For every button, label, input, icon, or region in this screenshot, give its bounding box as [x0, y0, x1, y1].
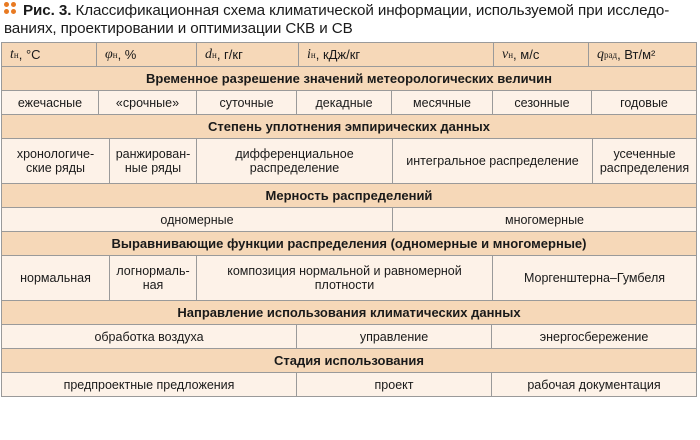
bullet-dots-icon — [4, 2, 18, 16]
header-cell-humidity: φ н , % — [97, 43, 197, 67]
section-items-row — [2, 325, 697, 349]
header-cell-temperature: t н , °С — [2, 43, 97, 67]
item-cell: годовые — [592, 91, 697, 115]
header-cell-moisture-content: d н , г/кг — [197, 43, 299, 67]
item-cell: обработка воздуха — [2, 325, 297, 349]
item-cell: рабочая документация — [492, 373, 697, 397]
item-cell: энергосбережение — [492, 325, 697, 349]
item-cell: усеченные распределения — [593, 139, 697, 184]
section-title-dimensionality: Мерность распределений — [2, 184, 697, 208]
item-cell: суточные — [197, 91, 297, 115]
section-title-row — [2, 301, 697, 325]
item-cell: композиция нормальной и равномерной плотности — [197, 256, 493, 301]
section-title-row — [2, 184, 697, 208]
item-cell: «срочные» — [99, 91, 197, 115]
section-title-data-compression: Степень уплотнения эмпирических данных — [2, 115, 697, 139]
item-cell: декадные — [297, 91, 392, 115]
item-cell: предпроектные предложения — [2, 373, 297, 397]
section-items-row — [2, 91, 697, 115]
item-cell: логнормаль-ная — [110, 256, 197, 301]
item-cell: месячные — [392, 91, 493, 115]
section-title-usage-stage: Стадия использования — [2, 349, 697, 373]
caption-text: Классификационная схема климатической информации, используемой при исследо-ваниях, проектировании и оптимизации СКВ и СВ — [4, 2, 670, 37]
section-title-row — [2, 67, 697, 91]
section-title-time-resolution: Временное разрешение значений метеорологических величин — [2, 67, 697, 91]
item-cell: ежечасные — [2, 91, 99, 115]
section-title-row — [2, 115, 697, 139]
item-cell: ранжирован-ные ряды — [110, 139, 197, 184]
section-items-row — [2, 256, 697, 301]
section-title-row — [2, 232, 697, 256]
section-items-row — [2, 208, 697, 232]
item-cell: сезонные — [493, 91, 592, 115]
header-cell-radiation: q рад , Вт/м² — [589, 43, 697, 67]
item-cell: проект — [297, 373, 492, 397]
item-cell: нормальная — [2, 256, 110, 301]
section-title-usage-direction: Направление использования климатических данных — [2, 301, 697, 325]
caption-label: Рис. 3. — [23, 2, 72, 19]
item-cell: многомерные — [393, 208, 697, 232]
item-cell: управление — [297, 325, 492, 349]
item-cell: хронологиче-ские ряды — [2, 139, 110, 184]
header-cell-enthalpy: i н , кДж/кг — [299, 43, 494, 67]
section-title-smoothing-functions: Выравнивающие функции распределения (одномерные и многомерные) — [2, 232, 697, 256]
classification-table — [1, 42, 697, 397]
section-title-row — [2, 349, 697, 373]
item-cell: Моргенштерна–Гумбеля — [493, 256, 697, 301]
section-items-row — [2, 139, 697, 184]
figure-caption — [4, 2, 696, 38]
item-cell: одномерные — [2, 208, 393, 232]
item-cell: дифференциальное распределение — [197, 139, 393, 184]
section-items-row — [2, 373, 697, 397]
header-row — [2, 43, 697, 67]
item-cell: интегральное распределение — [393, 139, 593, 184]
header-cell-wind-speed: v н , м/с — [494, 43, 589, 67]
